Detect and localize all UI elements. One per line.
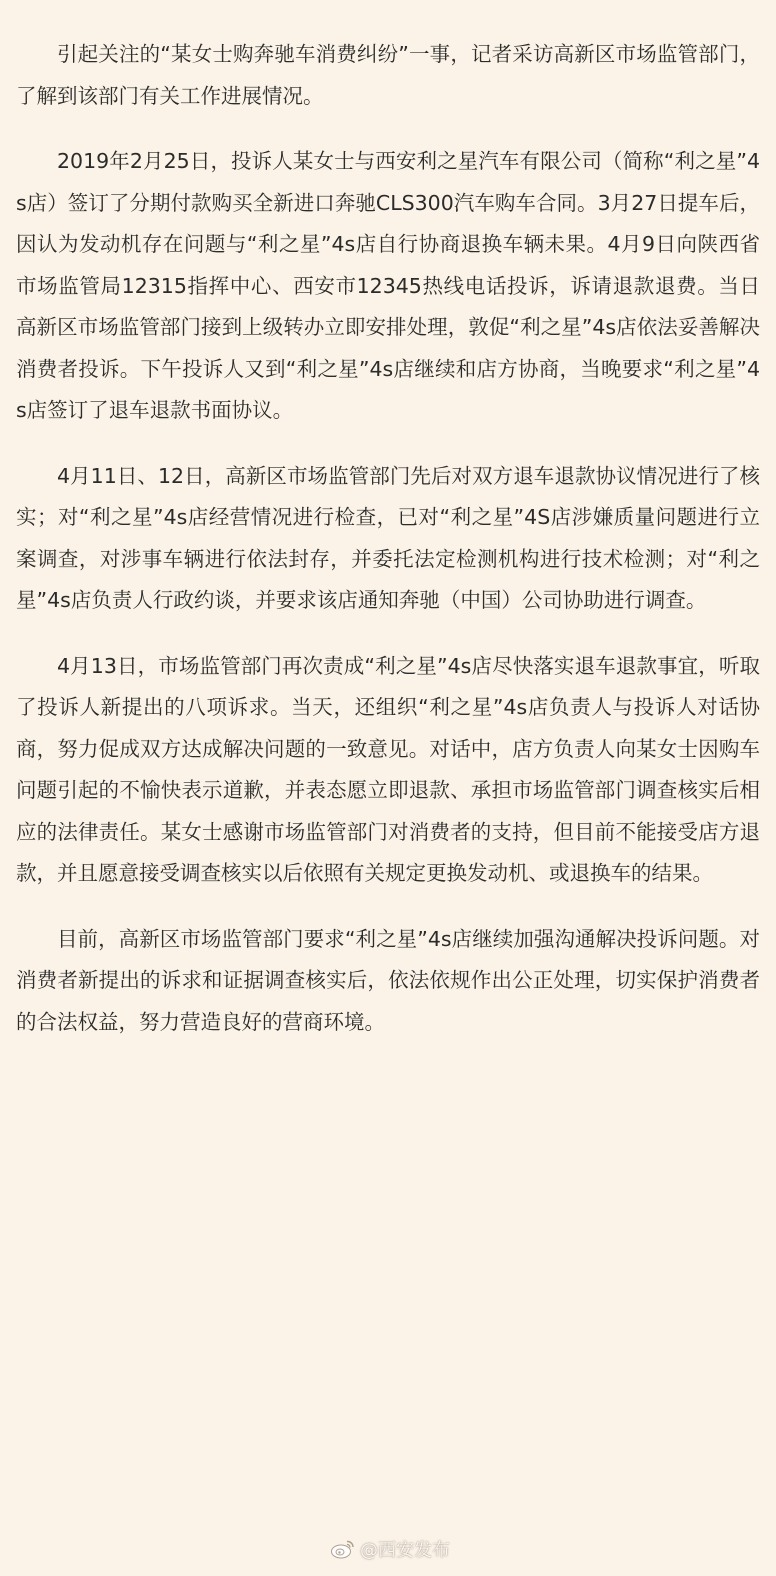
paragraph-current-status: 目前，高新区市场监管部门要求“利之星”4s店继续加强沟通解决投诉问题。对消费者新提出的诉求和证据调查核实后，依法依规作出公正处理，切实保护消费者的合法权益，努力营造良好的营商环境。	[16, 926, 760, 1034]
watermark-text: @西安发布	[360, 1540, 450, 1561]
paragraph-purchase-complaint: 2019年2月25日，投诉人某女士与西安利之星汽车有限公司（简称“利之星”4s店）签订了分期付款购买全新进口奔驰CLS300汽车购车合同。3月27日提车后，因认为发动机存在问题与“利之星”4s店自行协商退换车辆未果。4月9日向陕西省市场监管局12315指挥中心、西安市12345热线电话投诉，诉请退款退费。当日高新区市场监管部门接到上级转办立即安排处理，敦促“利之星”4s店依法妥善解决消费者投诉。下午投诉人又到“利之星”4s店继续和店方协商，当晚要求“利之星”4s店签订了退车退款书面协议。	[16, 149, 760, 422]
weibo-icon	[330, 1538, 356, 1560]
paragraph-investigation: 4月11日、12日，高新区市场监管部门先后对双方退车退款协议情况进行了核实；对“利之星”4s店经营情况进行检查，已对“利之星”4S店涉嫌质量问题进行立案调查，对涉事车辆进行依法封存，并委托法定检测机构进行技术检测；对“利之星”4s店负责人行政约谈，并要求该店通知奔驰（中国）公司协助进行调查。	[16, 463, 760, 612]
weibo-watermark	[330, 1536, 450, 1562]
article-body	[16, 34, 760, 1067]
paragraph-negotiation: 4月13日，市场监管部门再次责成“利之星”4s店尽快落实退车退款事宜，听取了投诉人新提出的八项诉求。当天，还组织“利之星”4s店负责人与投诉人对话协商，努力促成双方达成解决问题的一致意见。对话中，店方负责人向某女士因购车问题引起的不愉快表示道歉，并表态愿立即退款、承担市场监管部门调查核实后相应的法律责任。某女士感谢市场监管部门对消费者的支持，但目前不能接受店方退款，并且愿意接受调查核实以后依照有关规定更换发动机、或退换车的结果。	[16, 653, 760, 885]
paragraph-intro: 引起关注的“某女士购奔驰车消费纠纷”一事，记者采访高新区市场监管部门，了解到该部门有关工作进展情况。	[16, 42, 760, 108]
